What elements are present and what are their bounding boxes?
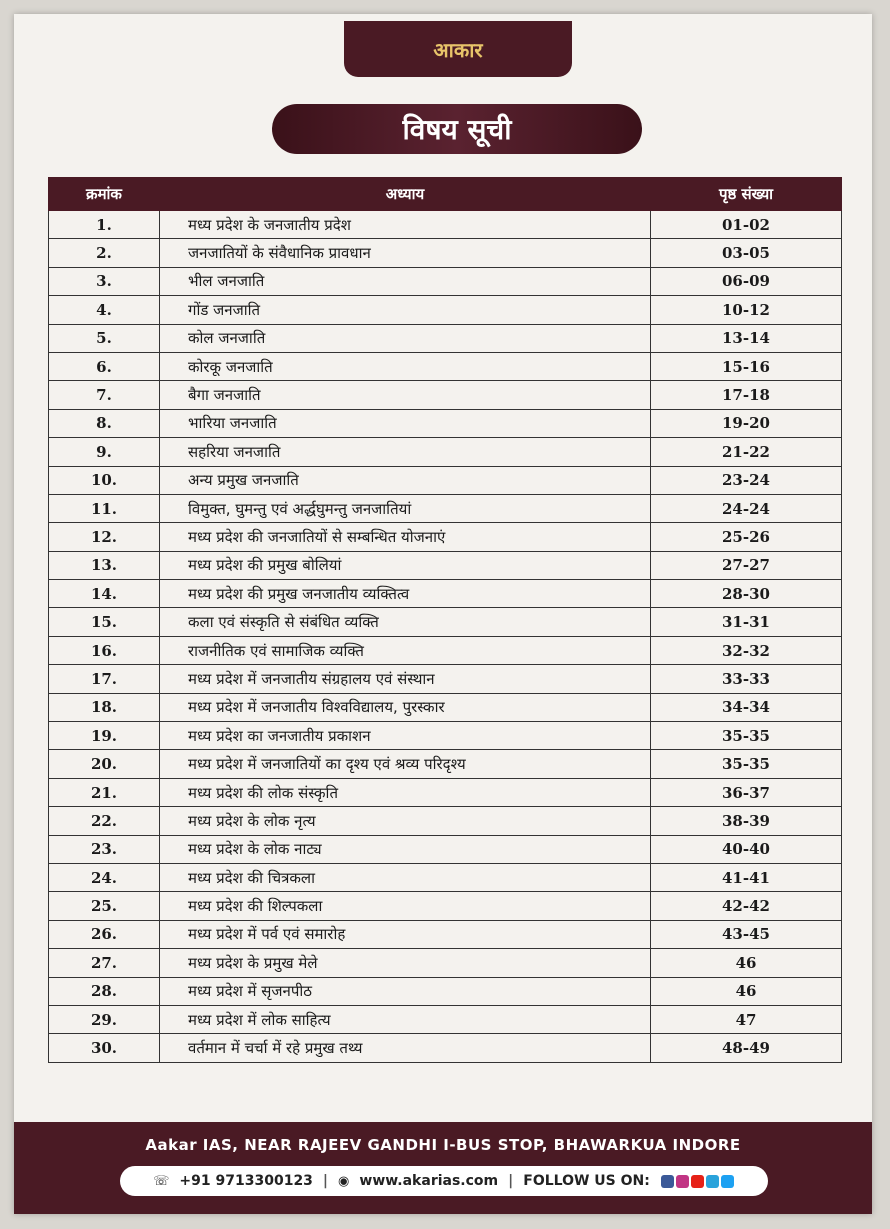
row-pages: 24-24 xyxy=(651,494,842,522)
table-row xyxy=(49,267,842,295)
table-row xyxy=(49,892,842,920)
table-row xyxy=(49,807,842,835)
row-chapter: गोंड जनजाति xyxy=(160,296,651,324)
row-chapter: मध्य प्रदेश में सृजनपीठ xyxy=(160,977,651,1005)
instagram-icon[interactable] xyxy=(676,1175,689,1188)
row-pages: 10-12 xyxy=(651,296,842,324)
row-chapter: मध्य प्रदेश में पर्व एवं समारोह xyxy=(160,920,651,948)
row-pages: 43-45 xyxy=(651,920,842,948)
logo-tab xyxy=(344,21,572,77)
table-row xyxy=(49,665,842,693)
row-pages: 21-22 xyxy=(651,438,842,466)
table-row xyxy=(49,409,842,437)
row-chapter: कोल जनजाति xyxy=(160,324,651,352)
row-pages: 32-32 xyxy=(651,636,842,664)
row-chapter: मध्य प्रदेश की प्रमुख बोलियां xyxy=(160,551,651,579)
row-chapter: मध्य प्रदेश के प्रमुख मेले xyxy=(160,949,651,977)
website-link[interactable]: www.akarias.com xyxy=(359,1173,499,1189)
table-row xyxy=(49,693,842,721)
table-row xyxy=(49,778,842,806)
document-page xyxy=(14,14,872,1214)
row-serial: 5. xyxy=(49,324,160,352)
row-pages: 46 xyxy=(651,977,842,1005)
row-chapter: राजनीतिक एवं सामाजिक व्यक्ति xyxy=(160,636,651,664)
row-pages: 46 xyxy=(651,949,842,977)
row-serial: 8. xyxy=(49,409,160,437)
logo: आकार xyxy=(433,37,483,62)
row-serial: 22. xyxy=(49,807,160,835)
row-serial: 28. xyxy=(49,977,160,1005)
row-serial: 3. xyxy=(49,267,160,295)
row-chapter: विमुक्त, घुमन्तु एवं अर्द्धघुमन्तु जनजातियां xyxy=(160,494,651,522)
table-row xyxy=(49,466,842,494)
table-row xyxy=(49,750,842,778)
row-serial: 15. xyxy=(49,608,160,636)
youtube-icon[interactable] xyxy=(691,1175,704,1188)
row-pages: 48-49 xyxy=(651,1034,842,1062)
table-body xyxy=(49,211,842,1063)
row-chapter: मध्य प्रदेश में जनजातियों का दृश्य एवं श्रव्य परिदृश्य xyxy=(160,750,651,778)
row-chapter: मध्य प्रदेश की लोक संस्कृति xyxy=(160,778,651,806)
row-chapter: मध्य प्रदेश की शिल्पकला xyxy=(160,892,651,920)
table-row xyxy=(49,1034,842,1062)
telegram-icon[interactable] xyxy=(706,1175,719,1188)
row-serial: 18. xyxy=(49,693,160,721)
footer xyxy=(14,1122,872,1214)
contents-table xyxy=(48,177,842,1063)
table-row xyxy=(49,580,842,608)
contact-bar xyxy=(120,1166,768,1196)
table-row xyxy=(49,551,842,579)
phone-icon: ☏ xyxy=(153,1173,170,1189)
row-pages: 23-24 xyxy=(651,466,842,494)
row-pages: 40-40 xyxy=(651,835,842,863)
phone-number: +91 9713300123 xyxy=(179,1173,313,1189)
table-row xyxy=(49,438,842,466)
row-pages: 34-34 xyxy=(651,693,842,721)
social-icons xyxy=(660,1173,735,1189)
row-chapter: मध्य प्रदेश में लोक साहित्य xyxy=(160,1005,651,1033)
row-chapter: जनजातियों के संवैधानिक प्रावधान xyxy=(160,239,651,267)
row-pages: 31-31 xyxy=(651,608,842,636)
row-serial: 27. xyxy=(49,949,160,977)
row-serial: 25. xyxy=(49,892,160,920)
row-chapter: मध्य प्रदेश के लोक नृत्य xyxy=(160,807,651,835)
row-serial: 13. xyxy=(49,551,160,579)
globe-icon: ◉ xyxy=(338,1173,350,1189)
row-pages: 13-14 xyxy=(651,324,842,352)
row-serial: 20. xyxy=(49,750,160,778)
row-pages: 36-37 xyxy=(651,778,842,806)
row-chapter: भारिया जनजाति xyxy=(160,409,651,437)
header-chapter: अध्याय xyxy=(160,178,651,211)
twitter-icon[interactable] xyxy=(721,1175,734,1188)
row-pages: 35-35 xyxy=(651,750,842,778)
row-chapter: मध्य प्रदेश की प्रमुख जनजातीय व्यक्तित्व xyxy=(160,580,651,608)
row-pages: 33-33 xyxy=(651,665,842,693)
row-serial: 29. xyxy=(49,1005,160,1033)
divider: | xyxy=(322,1173,329,1189)
row-serial: 10. xyxy=(49,466,160,494)
table-row xyxy=(49,381,842,409)
row-pages: 19-20 xyxy=(651,409,842,437)
table-row xyxy=(49,296,842,324)
row-serial: 26. xyxy=(49,920,160,948)
table-row xyxy=(49,494,842,522)
table-row xyxy=(49,523,842,551)
header-page: पृष्ठ संख्या xyxy=(651,178,842,211)
row-serial: 2. xyxy=(49,239,160,267)
row-serial: 7. xyxy=(49,381,160,409)
row-serial: 21. xyxy=(49,778,160,806)
row-chapter: मध्य प्रदेश के लोक नाट्य xyxy=(160,835,651,863)
row-pages: 47 xyxy=(651,1005,842,1033)
row-serial: 23. xyxy=(49,835,160,863)
row-serial: 30. xyxy=(49,1034,160,1062)
row-serial: 4. xyxy=(49,296,160,324)
row-pages: 42-42 xyxy=(651,892,842,920)
table-row xyxy=(49,722,842,750)
row-serial: 1. xyxy=(49,211,160,239)
table-row xyxy=(49,863,842,891)
row-chapter: वर्तमान में चर्चा में रहे प्रमुख तथ्य xyxy=(160,1034,651,1062)
table-header-row xyxy=(49,178,842,211)
row-chapter: मध्य प्रदेश की जनजातियों से सम्बन्धित योजनाएं xyxy=(160,523,651,551)
row-chapter: मध्य प्रदेश में जनजातीय विश्वविद्यालय, पुरस्कार xyxy=(160,693,651,721)
table-row xyxy=(49,949,842,977)
row-chapter: मध्य प्रदेश का जनजातीय प्रकाशन xyxy=(160,722,651,750)
row-serial: 6. xyxy=(49,352,160,380)
row-serial: 12. xyxy=(49,523,160,551)
table-row xyxy=(49,977,842,1005)
row-serial: 24. xyxy=(49,863,160,891)
row-pages: 35-35 xyxy=(651,722,842,750)
row-pages: 38-39 xyxy=(651,807,842,835)
row-serial: 14. xyxy=(49,580,160,608)
row-chapter: कोरकू जनजाति xyxy=(160,352,651,380)
row-chapter: भील जनजाति xyxy=(160,267,651,295)
table-row xyxy=(49,636,842,664)
table-row xyxy=(49,324,842,352)
row-pages: 41-41 xyxy=(651,863,842,891)
row-pages: 15-16 xyxy=(651,352,842,380)
row-serial: 19. xyxy=(49,722,160,750)
row-pages: 06-09 xyxy=(651,267,842,295)
row-pages: 01-02 xyxy=(651,211,842,239)
table-row xyxy=(49,352,842,380)
row-chapter: मध्य प्रदेश में जनजातीय संग्रहालय एवं संस्थान xyxy=(160,665,651,693)
row-pages: 25-26 xyxy=(651,523,842,551)
table-row xyxy=(49,835,842,863)
row-chapter: कला एवं संस्कृति से संबंधित व्यक्ति xyxy=(160,608,651,636)
table-row xyxy=(49,239,842,267)
header-serial: क्रमांक xyxy=(49,178,160,211)
row-chapter: अन्य प्रमुख जनजाति xyxy=(160,466,651,494)
row-pages: 28-30 xyxy=(651,580,842,608)
row-chapter: सहरिया जनजाति xyxy=(160,438,651,466)
page-title: विषय सूची xyxy=(272,104,642,154)
row-pages: 27-27 xyxy=(651,551,842,579)
row-chapter: मध्य प्रदेश की चित्रकला xyxy=(160,863,651,891)
facebook-icon[interactable] xyxy=(661,1175,674,1188)
table-row xyxy=(49,920,842,948)
row-serial: 16. xyxy=(49,636,160,664)
row-serial: 11. xyxy=(49,494,160,522)
row-serial: 17. xyxy=(49,665,160,693)
table-row xyxy=(49,1005,842,1033)
table-row xyxy=(49,608,842,636)
table-row xyxy=(49,211,842,239)
row-chapter: मध्य प्रदेश के जनजातीय प्रदेश xyxy=(160,211,651,239)
row-chapter: बैगा जनजाति xyxy=(160,381,651,409)
divider: | xyxy=(508,1173,514,1189)
row-serial: 9. xyxy=(49,438,160,466)
row-pages: 03-05 xyxy=(651,239,842,267)
footer-address: Aakar IAS, NEAR RAJEEV GANDHI I-BUS STOP, BHAWARKUA INDORE xyxy=(145,1136,741,1154)
row-pages: 17-18 xyxy=(651,381,842,409)
follow-label: FOLLOW US ON: xyxy=(523,1173,650,1189)
